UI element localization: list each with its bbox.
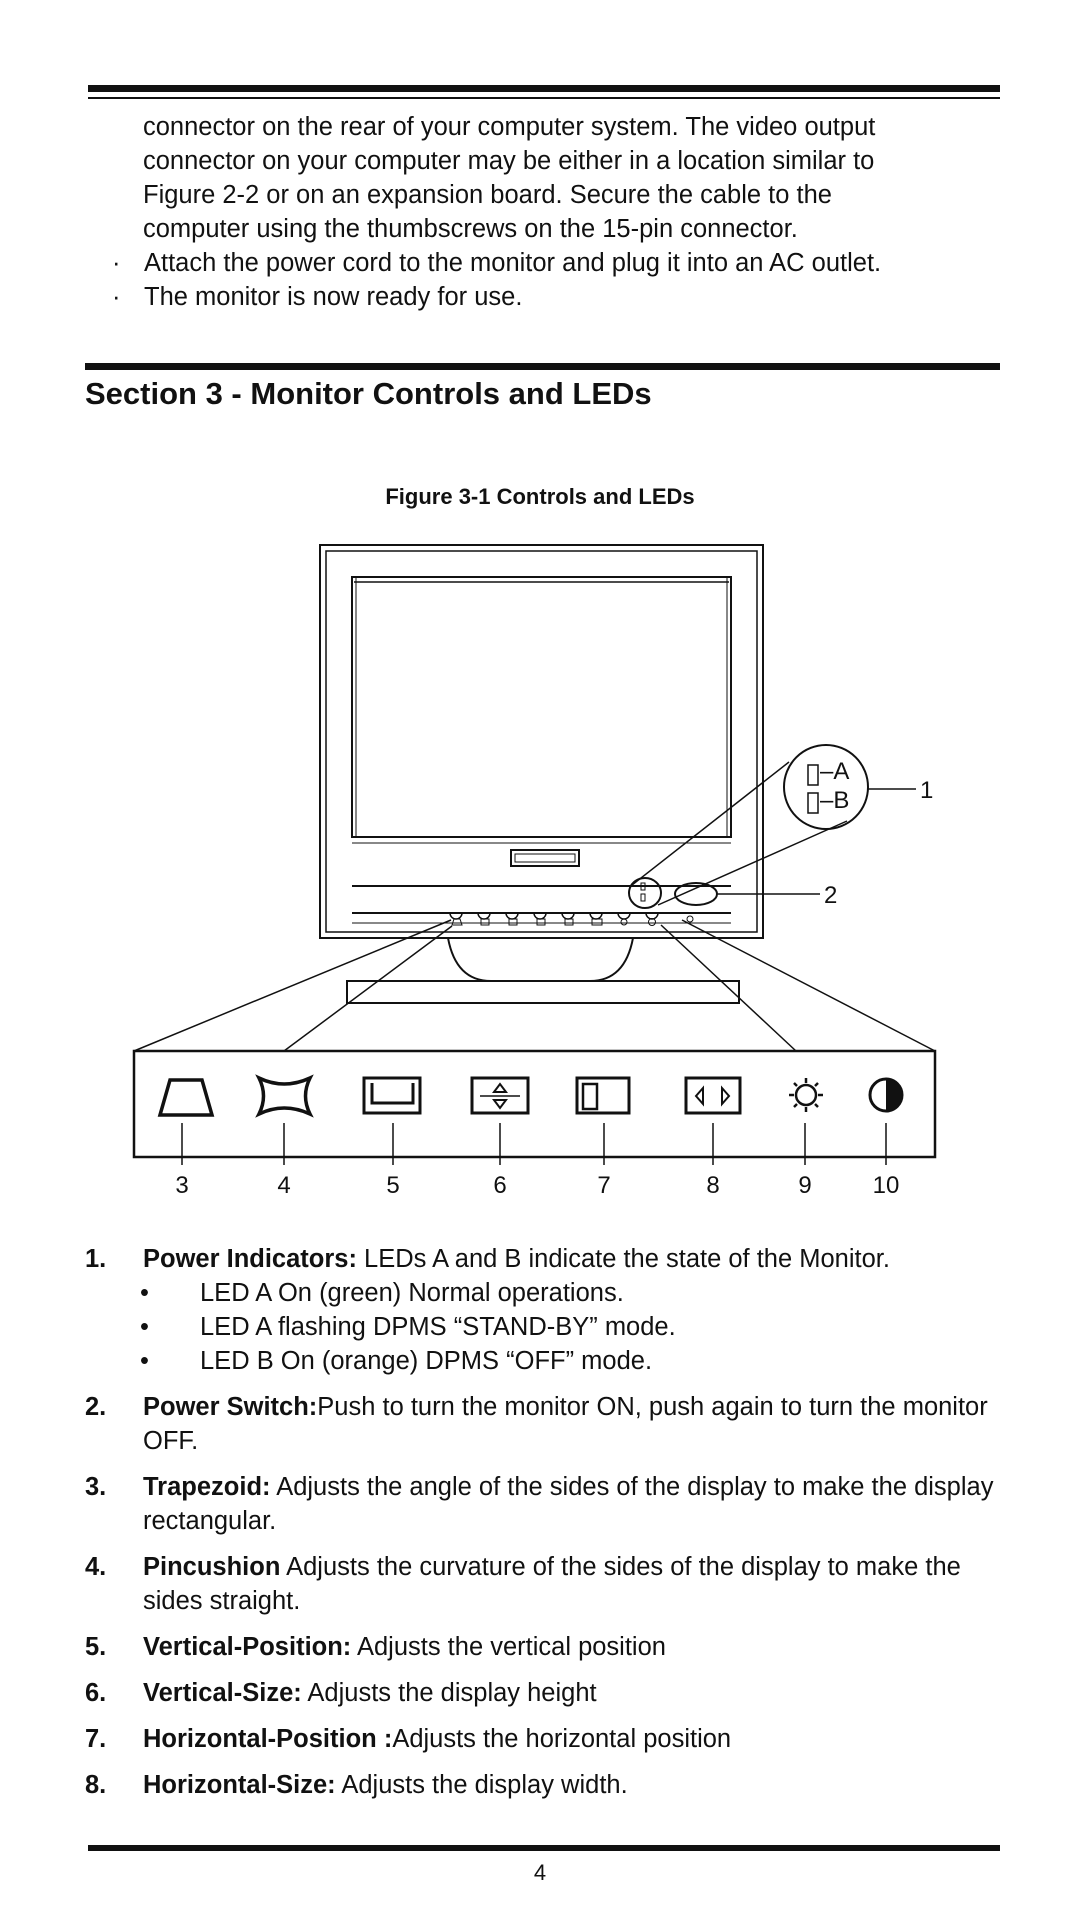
top-rule-thick	[88, 85, 1000, 92]
monitor-screen	[352, 577, 731, 837]
item-text: Push to turn the monitor ON, push again to turn the monitor OFF.	[143, 1393, 988, 1455]
intro-bullet-text: Attach the power cord to the monitor and plug it into an AC outlet.	[144, 249, 882, 277]
item-text: LEDs A and B indicate the state of the Monitor.	[356, 1245, 890, 1273]
control-number-5: 5	[386, 1172, 400, 1199]
pincushion-icon	[259, 1078, 310, 1114]
monitor-bezel	[320, 545, 763, 938]
item-term: Horizontal-Size:	[143, 1771, 336, 1799]
led-state-text: LED A flashing DPMS “STAND-BY” mode.	[200, 1313, 676, 1341]
item-body	[143, 1390, 1000, 1458]
bullet-dot: •	[140, 1313, 149, 1341]
intro-bullet-text: The monitor is now ready for use.	[144, 283, 523, 311]
item-number: 6.	[85, 1679, 107, 1707]
led-state-text: LED A On (green) Normal operations.	[200, 1279, 624, 1307]
item-body	[143, 1550, 1000, 1618]
led-state-text: LED B On (orange) DPMS “OFF” mode.	[200, 1347, 653, 1375]
intro-line: computer using the thumbscrews on the 15-pin connector.	[143, 215, 798, 243]
control-ticks	[182, 1123, 886, 1165]
item-term: Horizontal-Position :	[143, 1725, 393, 1753]
bullet-dot: •	[140, 1279, 149, 1307]
item-term: Power Switch:	[143, 1393, 318, 1421]
footer-rule	[88, 1845, 1000, 1851]
section-rule	[85, 363, 1000, 370]
item-number: 5.	[85, 1633, 107, 1661]
control-number-4: 4	[277, 1172, 291, 1199]
callout-2: 2	[824, 882, 838, 909]
item-number: 7.	[85, 1725, 107, 1753]
item-body	[143, 1242, 1000, 1276]
intro-line: Figure 2-2 or on an expansion board. Secure the cable to the	[143, 181, 832, 209]
monitor-stand	[448, 938, 633, 981]
stand-base	[347, 981, 739, 1003]
monitor-bezel-inner	[326, 551, 757, 932]
item-term: Pincushion	[143, 1553, 281, 1581]
item-term: Vertical-Size:	[143, 1679, 302, 1707]
item-term: Vertical-Position:	[143, 1633, 352, 1661]
control-panel	[134, 1051, 935, 1157]
control-number-7: 7	[597, 1172, 611, 1199]
led-a-label: –A	[820, 758, 850, 785]
intro-line: connector on the rear of your computer system. The video output	[143, 113, 876, 141]
item-body	[143, 1676, 1000, 1710]
brand-badge	[511, 850, 579, 866]
control-number-3: 3	[175, 1172, 189, 1199]
item-body	[143, 1722, 1000, 1756]
item-number: 4.	[85, 1553, 107, 1581]
control-number-10: 10	[872, 1172, 900, 1199]
item-body	[143, 1630, 1000, 1664]
bullet-dot: •	[140, 1347, 149, 1375]
item-body	[143, 1768, 1000, 1802]
bullet-dot: ·	[112, 283, 121, 311]
horizontal-size-icon	[686, 1078, 740, 1113]
item-body	[143, 1470, 1000, 1538]
item-text: Adjusts the curvature of the sides of the display to make the sides straight.	[143, 1553, 961, 1615]
item-term: Trapezoid:	[143, 1473, 271, 1501]
top-rule-thin	[88, 97, 1000, 99]
controls-figure	[120, 525, 960, 1200]
trapezoid-icon	[160, 1080, 212, 1115]
led-b-label: –B	[820, 787, 850, 814]
intro-paragraph	[143, 110, 1000, 246]
control-number-9: 9	[798, 1172, 812, 1199]
item-text: Adjusts the display width.	[335, 1771, 628, 1799]
bullet-dot: ·	[112, 249, 121, 277]
callout-1: 1	[920, 777, 934, 804]
page-number: 4	[533, 1860, 547, 1885]
intro-line: connector on your computer may be either in a location similar to	[143, 147, 875, 175]
item-term: Power Indicators:	[143, 1245, 357, 1273]
section-title: Section 3 - Monitor Controls and LEDs	[85, 376, 652, 411]
control-number-6: 6	[493, 1172, 507, 1199]
item-text: Adjusts the horizontal position	[392, 1725, 732, 1753]
figure-caption: Figure 3-1 Controls and LEDs	[385, 484, 695, 509]
item-text: Adjusts the display height	[301, 1679, 597, 1707]
contrast-icon-fill	[886, 1079, 902, 1111]
item-number: 3.	[85, 1473, 107, 1501]
brightness-icon	[789, 1078, 823, 1112]
item-number: 2.	[85, 1393, 107, 1421]
control-number-8: 8	[706, 1172, 720, 1199]
item-text: Adjusts the vertical position	[351, 1633, 666, 1661]
item-text: Adjusts the angle of the sides of the display to make the display rectangular.	[143, 1473, 994, 1535]
item-number: 1.	[85, 1245, 107, 1273]
item-number: 8.	[85, 1771, 107, 1799]
